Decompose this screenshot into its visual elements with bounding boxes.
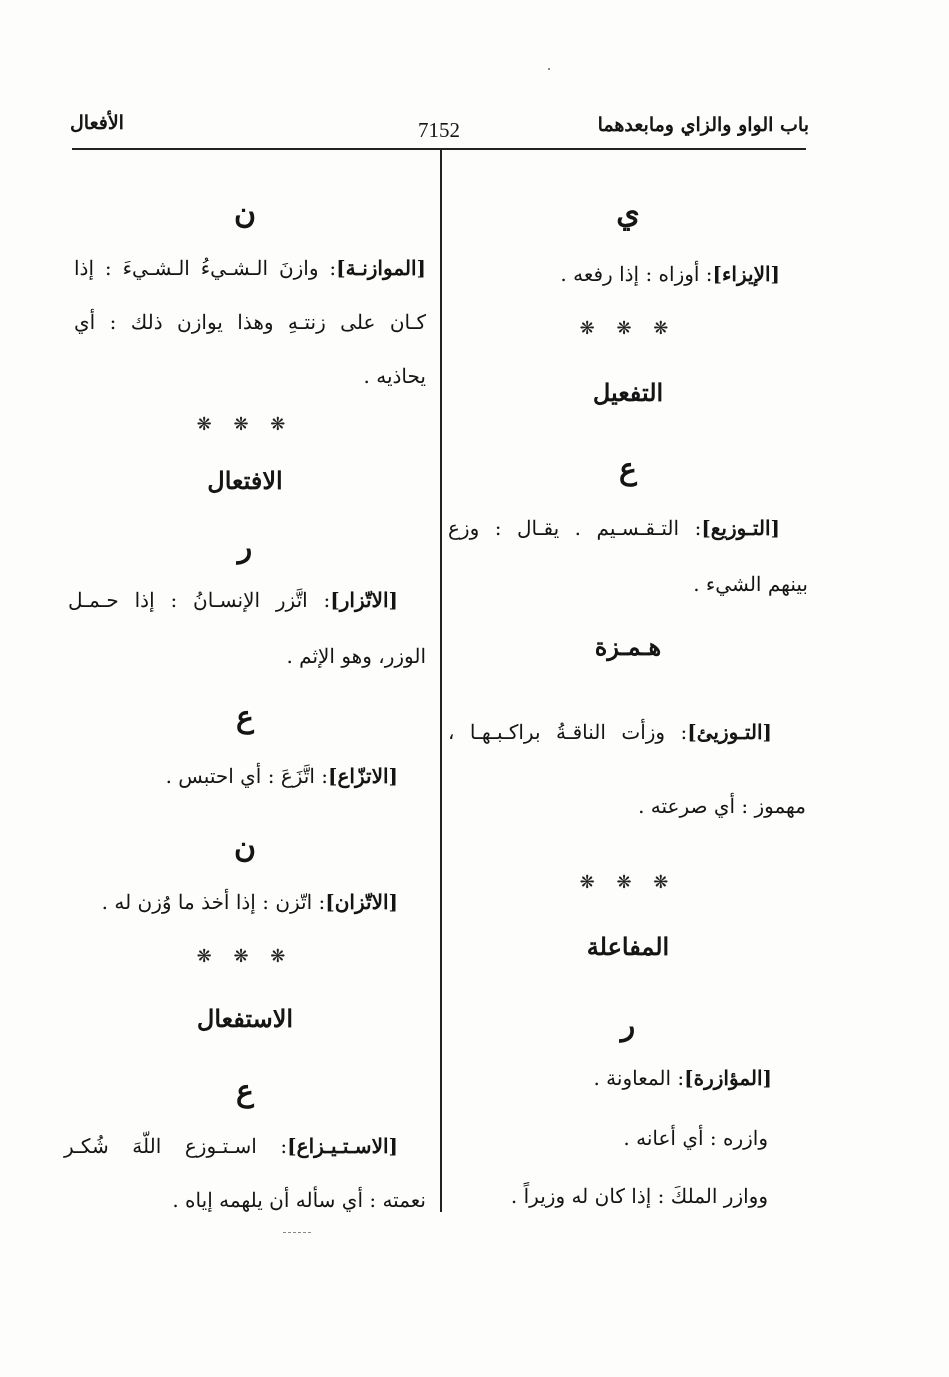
header-rule xyxy=(72,148,806,150)
entry-definition: : أوزاه : إذا رفعه . xyxy=(560,262,713,286)
letter-nun: ن xyxy=(233,196,257,231)
entry-tawzii-line1 xyxy=(448,722,772,742)
column-divider xyxy=(440,150,442,1212)
entry-definition: : اتّزن : إذا أخذ ما وُزن له . xyxy=(101,890,326,914)
letter-ya: ي xyxy=(616,196,640,231)
entry-istiza-line1 xyxy=(64,1136,398,1156)
entry-istiza-line2: نعمته : أي سأله أن يلهمه إياه . xyxy=(172,1188,426,1212)
entry-tawzi-line2: بينهم الشيء . xyxy=(693,572,808,596)
section-title: الأفعال xyxy=(70,112,124,134)
section-separator: ❋ ❋ ❋ xyxy=(196,946,294,967)
letter-ra: ر xyxy=(237,530,253,565)
section-heading-mufaala: المفاعلة xyxy=(586,932,670,961)
entry-term: [التـوزيئ] xyxy=(687,720,772,744)
letter-ain: ع xyxy=(619,452,637,487)
chapter-title: باب الواو والزاي ومابعدهما xyxy=(597,114,809,136)
section-heading-iftial: الافتعال xyxy=(207,466,283,495)
section-heading-tafil: التفعيل xyxy=(592,378,664,407)
page-number: 7152 xyxy=(418,118,460,142)
entry-definition: : المعاونة . xyxy=(593,1066,685,1090)
entry-term: [المؤازرة] xyxy=(684,1066,772,1090)
entry-term: [الإيزاء] xyxy=(712,262,780,286)
entry-definition: : وازنَ الـشـيءُ الـشـيءَ : إذا xyxy=(74,256,337,280)
section-heading-istifal: الاستفعال xyxy=(196,1004,294,1033)
entry-term: [الاتّزان] xyxy=(325,890,398,914)
entry-term: [التـوزيع] xyxy=(701,516,780,540)
section-separator: ❋ ❋ ❋ xyxy=(196,414,294,435)
scan-speck xyxy=(548,68,550,70)
entry-ittizaa xyxy=(166,766,398,786)
entry-definition: : اسـتـوزع اللّهَ شُكـر xyxy=(64,1134,288,1158)
entry-ittizan xyxy=(102,892,398,912)
entry-term: [الاتّزار] xyxy=(330,588,398,612)
entry-muwazana-line2: كـان على زنتـهِ وهذا يوازن ذلك : أي xyxy=(74,310,426,334)
entry-definition: : اتَّزَعَ : أي احتبس . xyxy=(165,764,329,788)
entry-definition: : وزأت الناقـةُ براكـبـهـا ، xyxy=(448,720,688,744)
entry-ittizar-line1 xyxy=(68,590,398,610)
section-separator: ❋ ❋ ❋ xyxy=(579,318,677,339)
entry-term: [الموازنـة] xyxy=(336,256,426,280)
entry-muwazana-line3: يحاذيه . xyxy=(363,364,426,388)
entry-iza xyxy=(560,264,780,284)
section-separator: ❋ ❋ ❋ xyxy=(579,872,677,893)
letter-ain: ع xyxy=(236,700,254,735)
line-wazar-malik: ووازر الملكَ : إذا كان له وزيراً . xyxy=(510,1184,768,1208)
entry-muazara xyxy=(593,1068,772,1088)
entry-tawzii-line2: مهموز : أي صرعته . xyxy=(638,794,806,818)
letter-ain: ع xyxy=(236,1074,254,1109)
section-heading-hamza: هـمـزة xyxy=(594,632,662,661)
letter-nun: ن xyxy=(233,830,257,865)
entry-definition: : اتَّزر الإنسـانُ : إذا حـمـل xyxy=(68,588,331,612)
entry-tawzi-line1 xyxy=(448,518,780,538)
scan-mark xyxy=(283,1232,311,1233)
line-wazarahu: وازره : أي أعانه . xyxy=(623,1126,768,1150)
entry-term: [الاتزّاع] xyxy=(328,764,398,788)
entry-ittizar-line2: الوزر، وهو الإثم . xyxy=(286,644,426,668)
entry-definition: : التـقـسـيم . يقـال : وزع xyxy=(448,516,702,540)
entry-term: [الاسـتـيـزاع] xyxy=(287,1134,398,1158)
letter-ra: ر xyxy=(620,1008,636,1043)
entry-muwazana-line1 xyxy=(74,258,426,278)
